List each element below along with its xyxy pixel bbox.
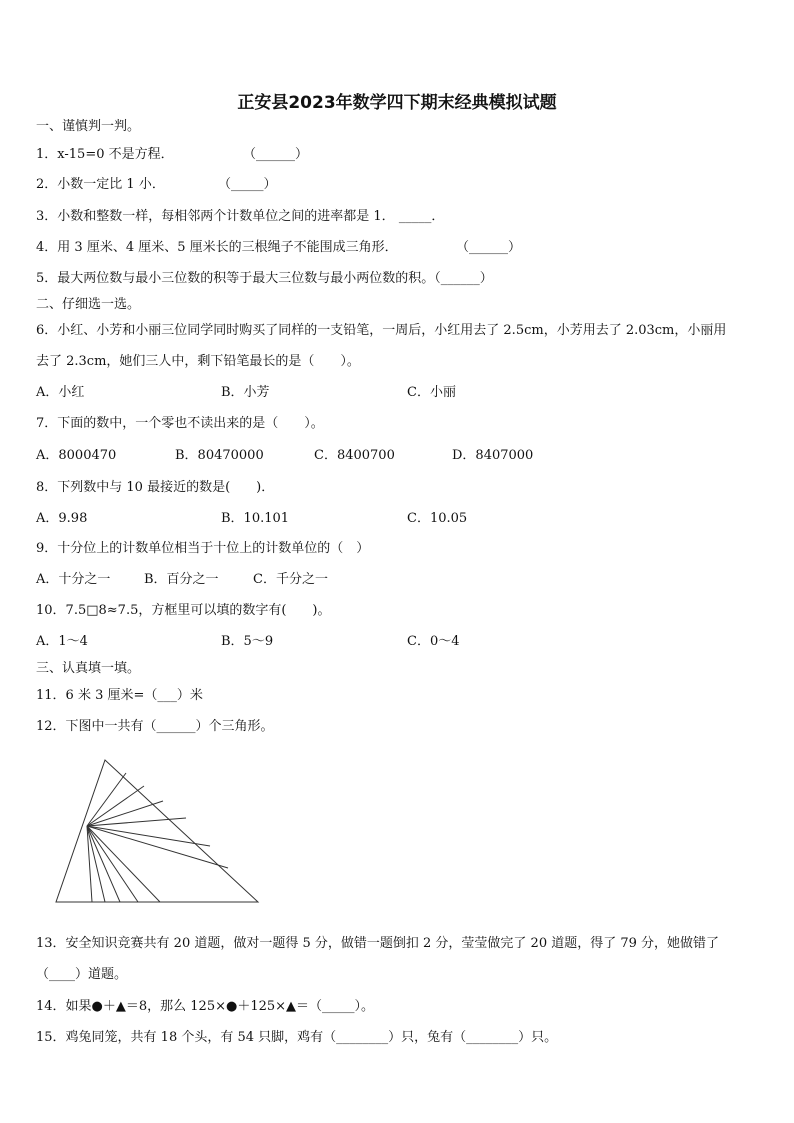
option-a[interactable]: A．8000470 bbox=[36, 448, 117, 463]
option-a[interactable]: A．小红 bbox=[36, 385, 85, 400]
triangle-figure bbox=[50, 756, 265, 906]
question-7 bbox=[36, 415, 324, 433]
question-number: 14． bbox=[36, 999, 66, 1014]
option-a[interactable]: A．9.98 bbox=[36, 511, 88, 526]
question-11 bbox=[36, 687, 203, 705]
question-text: 6 米 3 厘米=（___）米 bbox=[65, 688, 203, 703]
question-text: 7.5□8≈7.5，方框里可以填的数字有( )。 bbox=[65, 603, 331, 618]
question-2 bbox=[36, 176, 277, 194]
option-a[interactable]: A．1～4 bbox=[36, 634, 88, 649]
section-heading-2: 二、仔细选一选。 bbox=[36, 297, 141, 312]
option-a[interactable]: A．十分之一 bbox=[36, 572, 111, 587]
segment bbox=[87, 826, 138, 902]
question-text: 最大两位数与最小三位数的积等于最大三位数与最小两位数的积。（______） bbox=[57, 271, 493, 286]
question-8 bbox=[36, 479, 274, 497]
answer-blank[interactable]: （______） bbox=[243, 147, 309, 162]
question-10 bbox=[36, 602, 331, 620]
question-number: 15． bbox=[36, 1030, 66, 1045]
question-text: 十分位上的计数单位相当于十位上的计数单位的（ ） bbox=[57, 541, 370, 556]
question-number: 12． bbox=[36, 719, 66, 734]
option-b[interactable]: B．10.101 bbox=[221, 511, 290, 526]
question-number: 5． bbox=[36, 271, 58, 286]
question-text: 小数和整数一样，每相邻两个计数单位之间的进率都是 1． _____． bbox=[57, 209, 445, 224]
question-6 bbox=[36, 322, 726, 340]
question-5 bbox=[36, 270, 493, 288]
segment bbox=[87, 826, 120, 902]
question-number: 2． bbox=[36, 177, 58, 192]
question-13-continued: （____）道题。 bbox=[36, 967, 128, 982]
question-number: 9． bbox=[36, 541, 58, 556]
option-b[interactable]: B．5～9 bbox=[221, 634, 274, 649]
question-9 bbox=[36, 540, 369, 558]
question-text: 安全知识竞赛共有 20 道题，做对一题得 5 分，做错一题倒扣 2 分，莹莹做完了 20 道题，得了 79 分，她做错了 bbox=[65, 936, 720, 951]
option-c[interactable]: C．10.05 bbox=[407, 511, 468, 526]
answer-blank[interactable]: （_____） bbox=[218, 177, 277, 192]
question-3 bbox=[36, 208, 444, 226]
question-15 bbox=[36, 1029, 557, 1047]
question-1 bbox=[36, 146, 309, 164]
segment bbox=[87, 826, 228, 868]
question-number: 8． bbox=[36, 480, 58, 495]
question-number: 1． bbox=[36, 147, 58, 162]
segment bbox=[87, 801, 163, 826]
question-14 bbox=[36, 998, 374, 1016]
question-number: 7． bbox=[36, 416, 58, 431]
option-b[interactable]: B．百分之一 bbox=[144, 572, 219, 587]
option-b[interactable]: B．小芳 bbox=[221, 385, 270, 400]
question-number: 11． bbox=[36, 688, 66, 703]
option-d[interactable]: D．8407000 bbox=[452, 448, 534, 463]
option-c[interactable]: C．小丽 bbox=[407, 385, 456, 400]
question-number: 3． bbox=[36, 209, 58, 224]
question-number: 4． bbox=[36, 240, 58, 255]
option-c[interactable]: C．8400700 bbox=[314, 448, 395, 463]
question-text: 下图中一共有（______）个三角形。 bbox=[65, 719, 274, 734]
segment bbox=[87, 773, 126, 826]
question-number: 10． bbox=[36, 603, 66, 618]
segment bbox=[87, 826, 210, 846]
question-text: 下列数中与 10 最接近的数是( )． bbox=[57, 480, 275, 495]
segment bbox=[87, 826, 160, 902]
section-heading-3: 三、认真填一填。 bbox=[36, 661, 141, 676]
question-text: 下面的数中，一个零也不读出来的是（ ）。 bbox=[57, 416, 324, 431]
segment bbox=[87, 786, 144, 826]
question-text: 小数一定比 1 小． bbox=[57, 177, 165, 192]
question-13 bbox=[36, 935, 719, 953]
option-b[interactable]: B．80470000 bbox=[175, 448, 264, 463]
question-text: 小红、小芳和小丽三位同学同时购买了同样的一支铅笔，一周后，小红用去了 2.5cm，小芳用去了 2.03cm，小丽用 bbox=[57, 323, 727, 338]
option-c[interactable]: C．千分之一 bbox=[253, 572, 328, 587]
page-title: 正安县2023年数学四下期末经典模拟试题 bbox=[237, 93, 557, 113]
question-text: 鸡兔同笼，共有 18 个头，有 54 只脚，鸡有（________）只，兔有（________）只。 bbox=[65, 1030, 558, 1045]
question-6-continued: 去了 2.3cm，她们三人中，剩下铅笔最长的是（ ）。 bbox=[36, 354, 360, 369]
question-text: 用 3 厘米、4 厘米、5 厘米长的三根绳子不能围成三角形． bbox=[57, 240, 398, 255]
outer-triangle bbox=[56, 760, 258, 902]
option-c[interactable]: C．0～4 bbox=[407, 634, 460, 649]
question-text: 如果●＋▲＝8，那么 125×●＋125×▲＝（_____）。 bbox=[65, 999, 375, 1014]
question-number: 6． bbox=[36, 323, 58, 338]
answer-blank[interactable]: （______） bbox=[456, 240, 522, 255]
question-number: 13． bbox=[36, 936, 66, 951]
question-12 bbox=[36, 718, 274, 736]
section-heading-1: 一、谨慎判一判。 bbox=[36, 119, 141, 134]
question-text: x-15=0 不是方程． bbox=[57, 147, 174, 162]
question-4 bbox=[36, 239, 522, 257]
